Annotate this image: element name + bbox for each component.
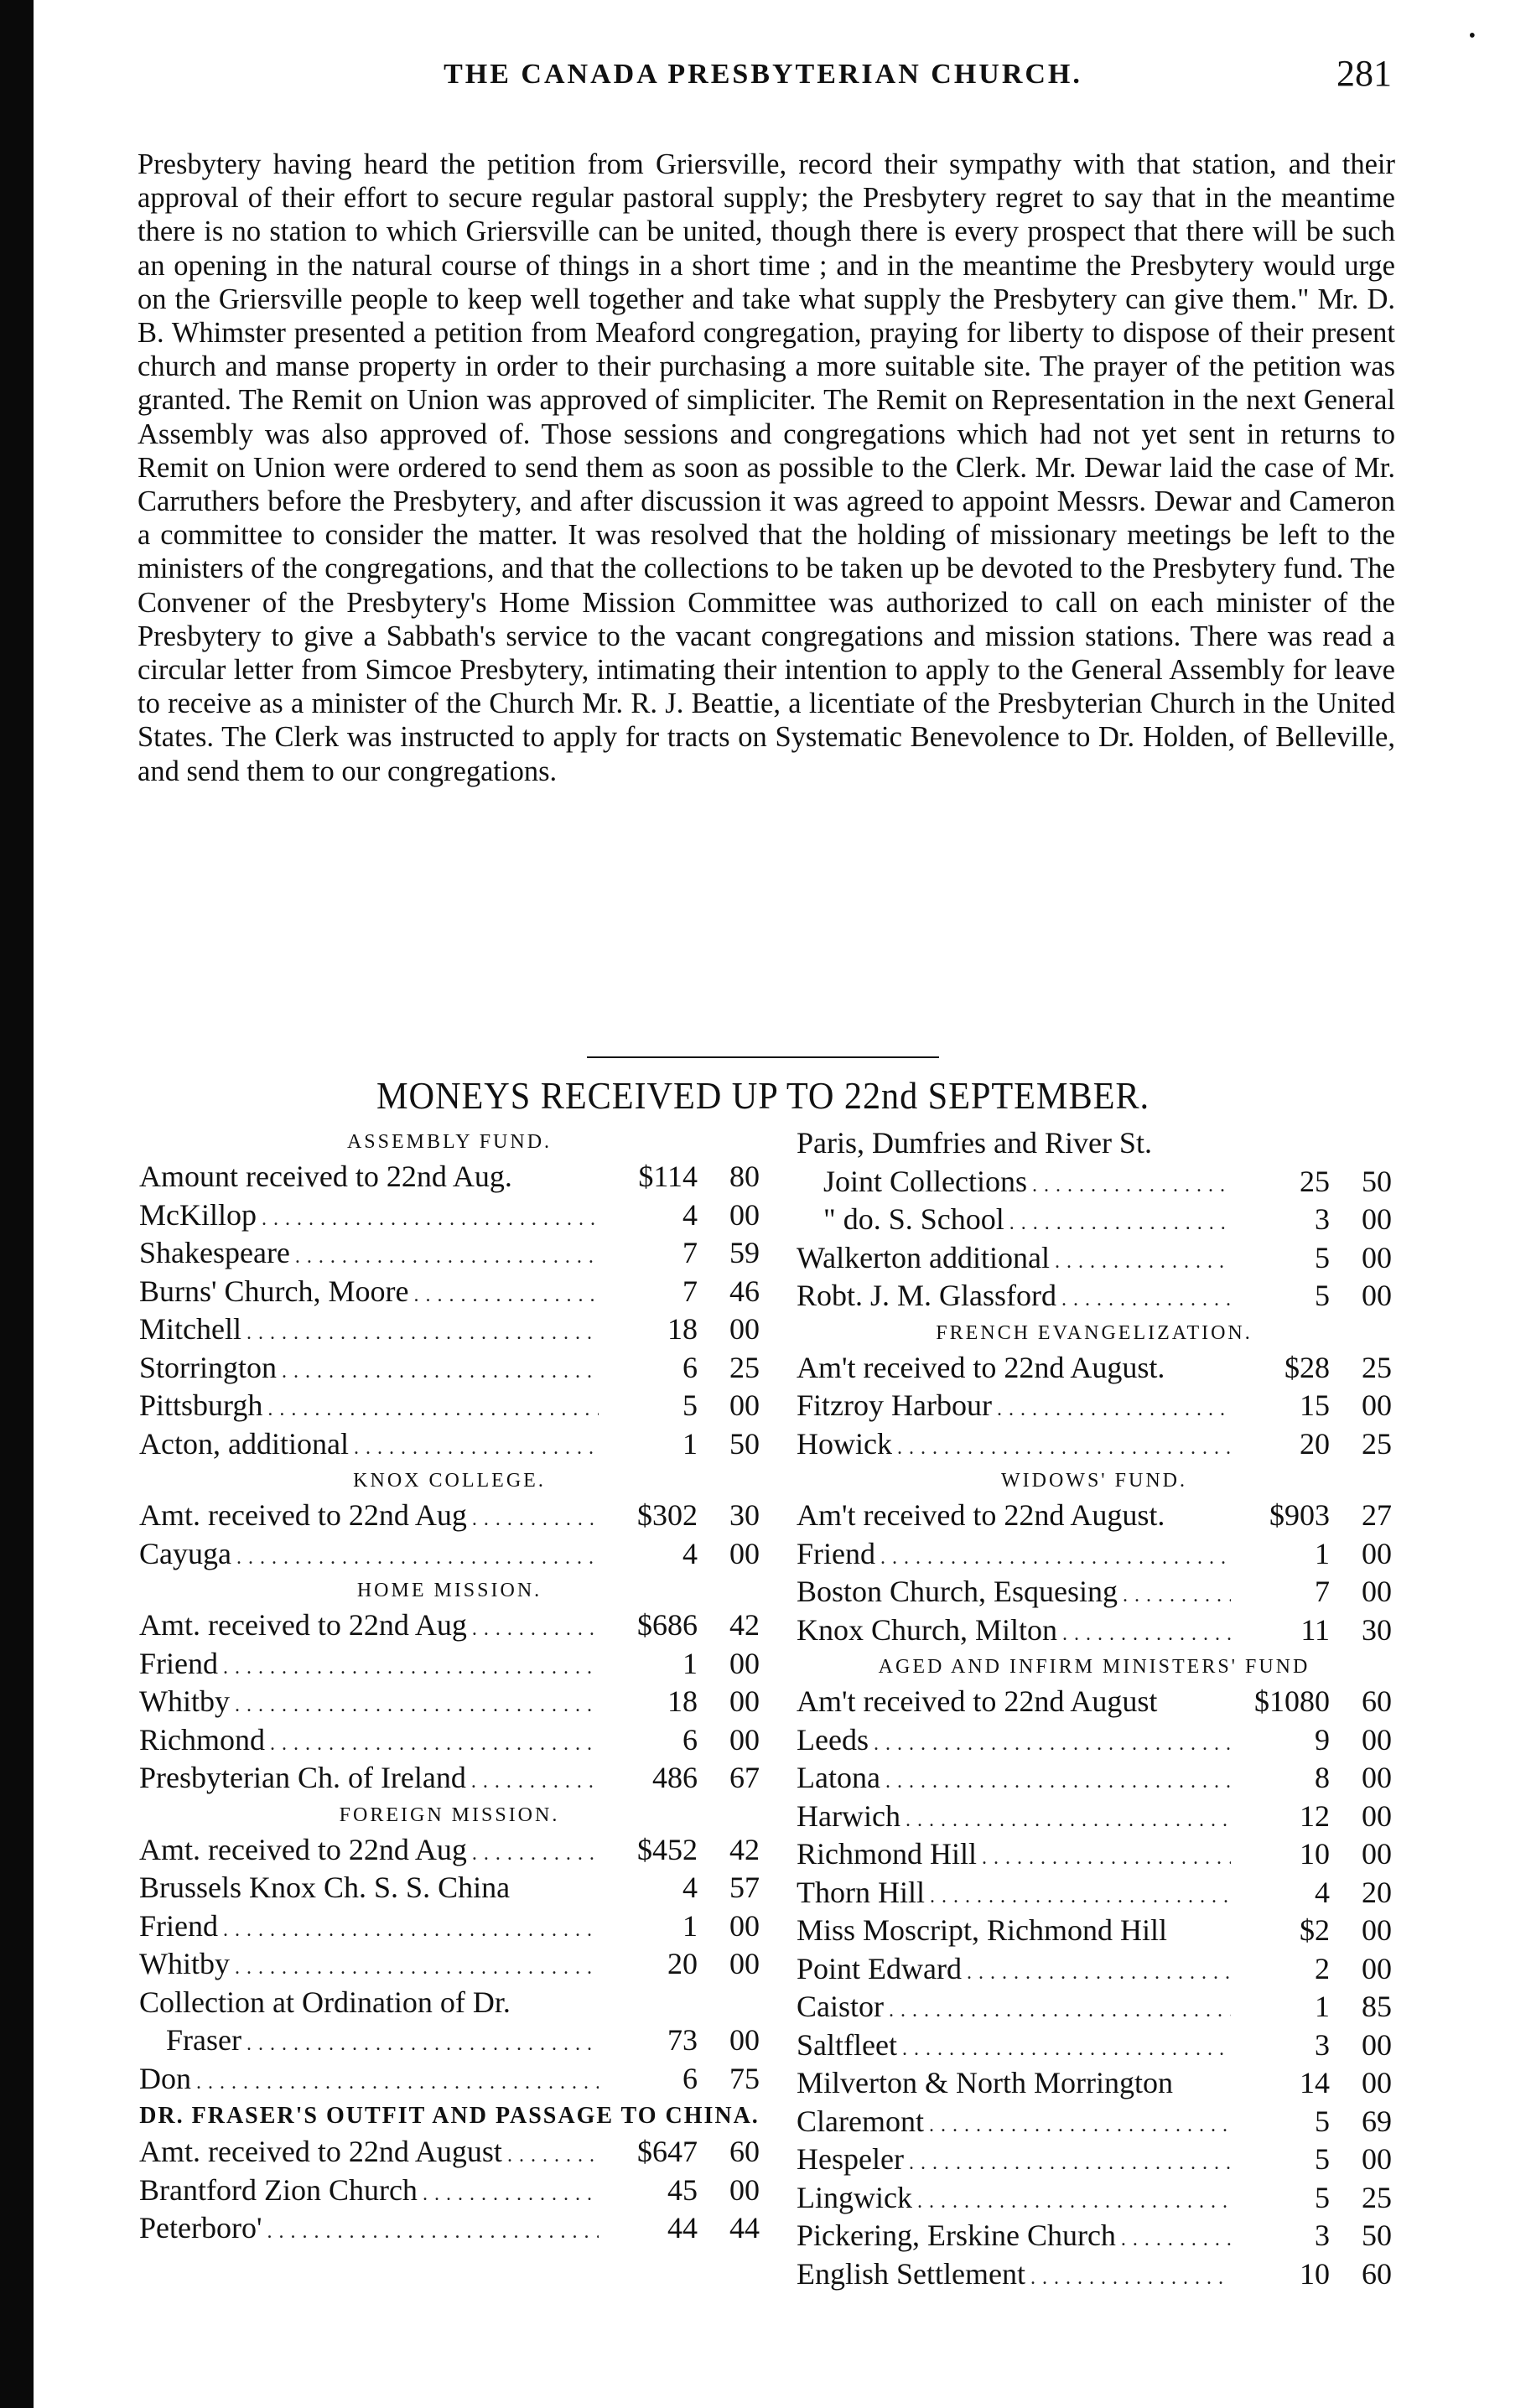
ledger-dollars: 20 [1300, 1426, 1330, 1461]
ledger-dollars: 1 [682, 1426, 698, 1461]
ledger-dollars: 7 [682, 1236, 698, 1269]
corner-dot: • [1468, 25, 1476, 47]
ledger-label: Caistor [797, 1990, 884, 2023]
ledger-row [797, 1201, 1392, 1240]
dot-leader [231, 1547, 599, 1570]
dot-leader [408, 1284, 599, 1307]
dot-leader [230, 1694, 599, 1717]
ledger-dollars: 1 [682, 1908, 698, 1943]
ledger-cents: 80 [729, 1160, 760, 1193]
ledger-row [139, 1350, 760, 1388]
ledger-cents: 60 [729, 2135, 760, 2168]
ledger-dollars: 14 [1300, 2066, 1330, 2099]
ledger-row [797, 1125, 1392, 1164]
ledger-cents: 27 [1362, 1498, 1392, 1532]
ledger-cents: 00 [1362, 2027, 1392, 2062]
dot-leader [218, 1657, 599, 1679]
ledger-label: Collection at Ordination of Dr. [139, 1985, 511, 2019]
ledger-dollars: 6 [682, 2061, 698, 2095]
ledger-label: Acton, additional [139, 1426, 349, 1461]
ledger-dollars: $114 [638, 1160, 698, 1193]
ledger-label: Brantford Zion Church [139, 2172, 418, 2207]
section-title: MONEYS RECEIVED UP TO 22nd SEPTEMBER. [376, 1074, 1150, 1117]
ledger-label: Don [139, 2061, 191, 2095]
ledger-row [139, 1235, 760, 1274]
ledger-cents: 00 [729, 1722, 760, 1757]
dot-leader [262, 1399, 599, 1421]
page-header [126, 25, 1476, 102]
section-divider [587, 1056, 939, 1058]
dot-leader [892, 1437, 1231, 1460]
ledger-row [797, 2065, 1392, 2104]
ledger-label: Robt. J. M. Glassford [797, 1279, 1057, 1312]
dot-leader [912, 2191, 1231, 2213]
ledger-row [797, 1875, 1392, 1913]
ledger-row [797, 2256, 1392, 2295]
ledger-label: Howick [797, 1426, 892, 1461]
ledger-dollars: 5 [1315, 2180, 1330, 2214]
presbytery-minutes-paragraph: Presbytery having heard the petition from Griersville, record their sympathy with that station, and their approval of their effort to secure regular pastoral supply; the Presbytery regret to say that in the meantime there is no station to which Griersville can be united, though there is every prospect that there will be such an opening in the natural course of things in a short time ; and in the meantime the Presbytery would urge on the Griersville people to keep well together and take what supply the Presbytery can give them." Mr. D. B. Whimster presented a petition from Meaford congregation, praying for liberty to dispose of their present church and manse property in order to their purchasing a more suitable site. The prayer of the petition was granted. The Remit on Union was approved of simpliciter. The Remit on Representation in the next General Assembly was also approved of. Those sessions and congregations which had not yet sent in returns to Remit on Union were ordered to send them as soon as possible to the Clerk. Mr. Dewar laid the case of Mr. Carruthers before the Presbytery, and after discussion it was agreed to appoint Messrs. Dewar and Cameron a committee to consider the matter. It was resolved that the holding of missionary meetings be left to the ministers of the congregations, and that the collections to be taken up be devoted to the Presbytery fund. The Convener of the Presbytery's Home Mission Committee was authorized to call on each minister of the Presbytery to give a Sabbath's service to the vacant congregations and mission stations. There was read a circular letter from Simcoe Presbytery, intimating their intention to apply to the General Assembly for leave to receive as a minister of the Church Mr. R. J. Beattie, a licentiate of the Presbyterian Church in the United States. The Clerk was instructed to apply for tracts on Systematic Benevolence to Dr. Holden, of Belleville, and send them to our congregations. [138, 148, 1395, 787]
ledger-cents: 30 [1362, 1612, 1392, 1647]
dot-leader [977, 1847, 1231, 1870]
ledger-row [139, 2022, 760, 2061]
dot-leader [992, 1399, 1231, 1421]
ledger-row [139, 2210, 760, 2249]
dot-leader [962, 1962, 1231, 1985]
ledger-dollars: 5 [1315, 1240, 1330, 1274]
ledger-row [797, 1722, 1392, 1761]
ledger-cents: 00 [1362, 1913, 1392, 1947]
ledger-label: Boston Church, Esquesing [797, 1575, 1118, 1608]
dot-leader [1116, 2229, 1231, 2251]
ledger-label: Friend [139, 1908, 218, 1943]
ledger-cents: 85 [1362, 1990, 1392, 2023]
ledger-cents: 69 [1362, 2104, 1392, 2138]
ledger-label: Fitzroy Harbour [797, 1388, 992, 1422]
ledger-dollars: $452 [637, 1832, 698, 1866]
running-head: THE CANADA PRESBYTERIAN CHURCH. [444, 59, 1082, 90]
ledger-label: Paris, Dumfries and River St. [797, 1126, 1152, 1160]
dot-leader [1025, 2267, 1231, 2290]
ledger-row [139, 1832, 760, 1871]
ledger-dollars: 73 [667, 2023, 698, 2057]
page [126, 0, 1476, 2408]
ledger-label: Amt. received to 22nd August [139, 2135, 502, 2168]
ledger-row [797, 1164, 1392, 1202]
ledger-row [797, 1951, 1392, 1990]
ledger-row [139, 1946, 760, 1985]
ledger-row [797, 1798, 1392, 1837]
ledger-cents: 25 [729, 1350, 760, 1384]
dot-leader [502, 2145, 599, 2167]
ledger-cents: 42 [729, 1608, 760, 1642]
dot-leader [1056, 1289, 1231, 1311]
dot-leader [869, 1733, 1231, 1756]
fund-heading: DR. FRASER'S OUTFIT AND PASSAGE TO CHINA. [139, 2103, 760, 2129]
dot-leader [925, 1886, 1231, 1908]
ledger-cents: 00 [1362, 1722, 1392, 1757]
dot-leader [1057, 1623, 1231, 1646]
ledger-row [139, 1870, 760, 1908]
ledger-cents: 00 [1362, 1761, 1392, 1794]
ledger-dollars: $903 [1269, 1498, 1330, 1532]
ledger-cents: 00 [1362, 1798, 1392, 1833]
ledger-row [139, 1722, 760, 1761]
dot-leader [467, 1618, 599, 1641]
dot-leader [218, 1919, 599, 1942]
ledger-label: Am't received to 22nd August. [797, 1498, 1165, 1532]
ledger-label: Latona [797, 1761, 880, 1794]
page-number: 281 [1336, 53, 1392, 94]
dot-leader [1027, 1175, 1231, 1197]
ledger-cents: 00 [1362, 1575, 1392, 1608]
ledger-cents: 44 [729, 2211, 760, 2245]
ledger-cents: 59 [729, 1236, 760, 1269]
ledger-dollars: 6 [682, 1722, 698, 1757]
dot-leader [1004, 1212, 1231, 1235]
ledger-label: Amt. received to 22nd Aug [139, 1608, 467, 1642]
fund-heading: WIDOWS' FUND. [1001, 1470, 1187, 1492]
ledger-dollars: $686 [637, 1608, 698, 1642]
ledger-row [797, 1536, 1392, 1575]
ledger-cents: 00 [1362, 1951, 1392, 1985]
ledger-cents: 00 [729, 1388, 760, 1422]
ledger-cents: 00 [729, 1536, 760, 1570]
ledger-dollars: 2 [1315, 1951, 1330, 1985]
ledger-label: Point Edward [797, 1951, 962, 1985]
ledger-dollars: 1 [1315, 1990, 1330, 2023]
ledger-dollars: 7 [682, 1274, 698, 1308]
ledger-label: Lingwick [797, 2180, 912, 2214]
ledger-dollars: 5 [1315, 2142, 1330, 2176]
ledger-row [139, 1311, 760, 1350]
ledger-label: Friend [797, 1536, 875, 1570]
ledger-row [139, 1497, 760, 1536]
ledger-label: Fraser [166, 2023, 241, 2057]
ledger-dollars: 10 [1300, 2256, 1330, 2291]
dot-leader [880, 1771, 1231, 1793]
ledger-dollars: 1 [682, 1646, 698, 1680]
ledger-label: Miss Moscript, Richmond Hill [797, 1913, 1168, 1947]
dot-leader [467, 1508, 599, 1531]
ledger-row [139, 1274, 760, 1312]
dot-leader [897, 2038, 1231, 2061]
ledger-row [797, 1612, 1392, 1651]
fund-heading: KNOX COLLEGE. [353, 1470, 546, 1492]
ledger-row [139, 1536, 760, 1575]
ledger-label: Am't received to 22nd August [797, 1684, 1158, 1718]
ledger-cents: 67 [729, 1761, 760, 1794]
ledger-label: Pickering, Erskine Church [797, 2219, 1116, 2252]
ledger-dollars: 9 [1315, 1722, 1330, 1757]
ledger-cents: 00 [729, 1646, 760, 1680]
ledger-label: Knox Church, Milton [797, 1612, 1057, 1647]
dot-leader [467, 1843, 599, 1866]
left-column [139, 1125, 760, 2249]
ledger-cents: 00 [1362, 2066, 1392, 2099]
ledger-dollars: 4 [682, 1197, 698, 1232]
ledger-row [797, 2027, 1392, 2066]
ledger-dollars: $1080 [1254, 1684, 1330, 1718]
ledger-row [797, 1388, 1392, 1426]
ledger-dollars: 18 [667, 1684, 698, 1718]
ledger-row [139, 1908, 760, 1947]
ledger-cents: 57 [729, 1871, 760, 1904]
ledger-dollars: $28 [1284, 1350, 1330, 1384]
ledger-row [139, 2172, 760, 2211]
ledger-label: Shakespeare [139, 1236, 290, 1269]
ledger-cents: 42 [729, 1832, 760, 1866]
ledger-dollars: $302 [637, 1498, 698, 1532]
ledger-cents: 30 [729, 1498, 760, 1532]
dot-leader [884, 2000, 1231, 2022]
dot-leader [241, 2033, 599, 2056]
ledger-label: Whitby [139, 1947, 230, 1980]
ledger-label: McKillop [139, 1197, 257, 1232]
ledger-row [797, 1278, 1392, 1316]
ledger-label: Leeds [797, 1722, 869, 1757]
ledger-row [139, 2134, 760, 2172]
dot-leader [262, 2221, 599, 2244]
page-edge-shadow [0, 0, 34, 2408]
ledger-label: Amount received to 22nd Aug. [139, 1160, 512, 1193]
ledger-label: Thorn Hill [797, 1875, 925, 1909]
ledger-cents: 00 [1362, 1279, 1392, 1312]
right-column [797, 1125, 1392, 2294]
ledger-label: Saltfleet [797, 2027, 897, 2062]
ledger-row [797, 1426, 1392, 1465]
ledger-label: Presbyterian Ch. of Ireland [139, 1761, 466, 1794]
ledger-dollars: 20 [667, 1947, 698, 1980]
ledger-row [797, 1912, 1392, 1951]
ledger-cents: 00 [729, 2172, 760, 2207]
ledger-label: " do. S. School [823, 1202, 1004, 1236]
ledger-label: English Settlement [797, 2256, 1025, 2291]
ledger-dollars: 18 [667, 1312, 698, 1346]
ledger-cents: 00 [729, 1312, 760, 1346]
ledger-cents: 00 [1362, 1202, 1392, 1236]
ledger-dollars: 6 [682, 1350, 698, 1384]
ledger-row [139, 1684, 760, 1722]
ledger-row [797, 1989, 1392, 2027]
ledger-label: Mitchell [139, 1312, 241, 1346]
ledger-label: Burns' Church, Moore [139, 1274, 409, 1308]
ledger-dollars: 3 [1315, 1202, 1330, 1236]
ledger-label: Amt. received to 22nd Aug [139, 1832, 467, 1866]
ledger-row [797, 2180, 1392, 2219]
ledger-row [139, 1197, 760, 1236]
ledger-dollars: 486 [652, 1761, 698, 1794]
ledger-row [797, 2218, 1392, 2256]
ledger-label: Milverton & North Morrington [797, 2066, 1173, 2099]
ledger-dollars: 44 [667, 2211, 698, 2245]
ledger-dollars: 15 [1300, 1388, 1330, 1422]
dot-leader [241, 1322, 599, 1345]
dot-leader [466, 1771, 599, 1793]
ledger-dollars: 10 [1300, 1837, 1330, 1871]
ledger-row [797, 1240, 1392, 1279]
ledger-label: Walkerton additional [797, 1240, 1051, 1274]
dot-leader [1050, 1251, 1231, 1274]
ledger-row [139, 2061, 760, 2099]
ledger-dollars: 5 [682, 1388, 698, 1422]
ledger-row [139, 1388, 760, 1426]
ledger-row [139, 1760, 760, 1798]
ledger-cents: 00 [1362, 1240, 1392, 1274]
ledger-row [139, 1985, 760, 2023]
ledger-cents: 50 [729, 1426, 760, 1461]
ledger-cents: 00 [729, 1197, 760, 1232]
dot-leader [875, 1547, 1231, 1570]
ledger-dollars: 3 [1315, 2219, 1330, 2252]
ledger-dollars: 4 [682, 1536, 698, 1570]
dot-leader [230, 1957, 599, 1980]
ledger-cents: 00 [729, 1908, 760, 1943]
ledger-row [139, 1426, 760, 1465]
ledger-label: Richmond [139, 1722, 265, 1757]
ledger-dollars: 8 [1315, 1761, 1330, 1794]
dot-leader [257, 1208, 599, 1231]
ledger-dollars: 3 [1315, 2027, 1330, 2062]
ledger-dollars: 5 [1315, 2104, 1330, 2138]
dot-leader [924, 2115, 1231, 2137]
ledger-dollars: 12 [1300, 1798, 1330, 1833]
ledger-row [797, 1350, 1392, 1388]
ledger-cents: 00 [1362, 1536, 1392, 1570]
ledger-cents: 20 [1362, 1875, 1392, 1909]
ledger-dollars: $647 [637, 2135, 698, 2168]
ledger-row [797, 1836, 1392, 1875]
ledger-label: Harwich [797, 1798, 900, 1833]
ledger-cents: 75 [729, 2061, 760, 2095]
ledger-row [139, 1607, 760, 1646]
ledger-label: Hespeler [797, 2142, 904, 2176]
ledger-dollars: 4 [682, 1871, 698, 1904]
ledger-label: Cayuga [139, 1536, 231, 1570]
dot-leader [349, 1437, 599, 1460]
ledger-cents: 00 [1362, 1388, 1392, 1422]
dot-leader [277, 1361, 599, 1383]
dot-leader [900, 1809, 1231, 1832]
ledger-label: Brussels Knox Ch. S. S. China [139, 1871, 511, 1904]
ledger-row [797, 1684, 1392, 1722]
ledger-cents: 60 [1362, 1684, 1392, 1718]
ledger-row [797, 2104, 1392, 2142]
ledger-cents: 00 [729, 2023, 760, 2057]
fund-heading: AGED AND INFIRM MINISTERS' FUND [878, 1656, 1310, 1678]
fund-heading: FRENCH EVANGELIZATION. [936, 1321, 1253, 1344]
ledger-cents: 00 [729, 1947, 760, 1980]
dot-leader [265, 1733, 599, 1756]
ledger-dollars: $2 [1300, 1913, 1330, 1947]
ledger-row [139, 1159, 760, 1197]
ledger-label: Am't received to 22nd August. [797, 1350, 1165, 1384]
ledger-dollars: 4 [1315, 1875, 1330, 1909]
ledger-row [797, 2141, 1392, 2180]
ledger-label: Friend [139, 1646, 218, 1680]
ledger-label: Richmond Hill [797, 1837, 977, 1871]
ledger-cents: 46 [729, 1274, 760, 1308]
fund-heading: ASSEMBLY FUND. [346, 1131, 553, 1153]
ledger-row [797, 1760, 1392, 1798]
ledger-dollars: 1 [1315, 1536, 1330, 1570]
dot-leader [191, 2072, 599, 2094]
ledger-cents: 60 [1362, 2256, 1392, 2291]
dot-leader [904, 2152, 1231, 2175]
ledger-cents: 00 [729, 1684, 760, 1718]
ledger-dollars: 5 [1315, 1279, 1330, 1312]
fund-heading: HOME MISSION. [356, 1580, 542, 1601]
ledger-label: Pittsburgh [139, 1388, 263, 1422]
ledger-cents: 25 [1362, 1350, 1392, 1384]
dot-leader [290, 1246, 599, 1269]
ledger-row [797, 1497, 1392, 1536]
ledger-cents: 50 [1362, 1164, 1392, 1198]
ledger-dollars: 45 [667, 2172, 698, 2207]
ledger-dollars: 25 [1300, 1164, 1330, 1198]
ledger-label: Joint Collections [823, 1164, 1027, 1198]
dot-leader [1118, 1585, 1231, 1607]
ledger-cents: 25 [1362, 1426, 1392, 1461]
dot-leader [418, 2183, 599, 2206]
ledger-row [139, 1646, 760, 1684]
ledger-dollars: 11 [1300, 1612, 1330, 1647]
ledger-label: Amt. received to 22nd Aug [139, 1498, 467, 1532]
fund-heading: FOREIGN MISSION. [339, 1803, 560, 1826]
ledger-row [797, 1574, 1392, 1612]
ledger-cents: 50 [1362, 2219, 1392, 2252]
ledger-label: Claremont [797, 2104, 924, 2138]
ledger-dollars: 7 [1315, 1575, 1330, 1608]
ledger-cents: 00 [1362, 2142, 1392, 2176]
ledger-label: Peterboro' [139, 2211, 262, 2245]
ledger-cents: 25 [1362, 2180, 1392, 2214]
ledger-cents: 00 [1362, 1837, 1392, 1871]
ledger-label: Storrington [139, 1350, 278, 1384]
ledger-label: Whitby [139, 1684, 230, 1718]
